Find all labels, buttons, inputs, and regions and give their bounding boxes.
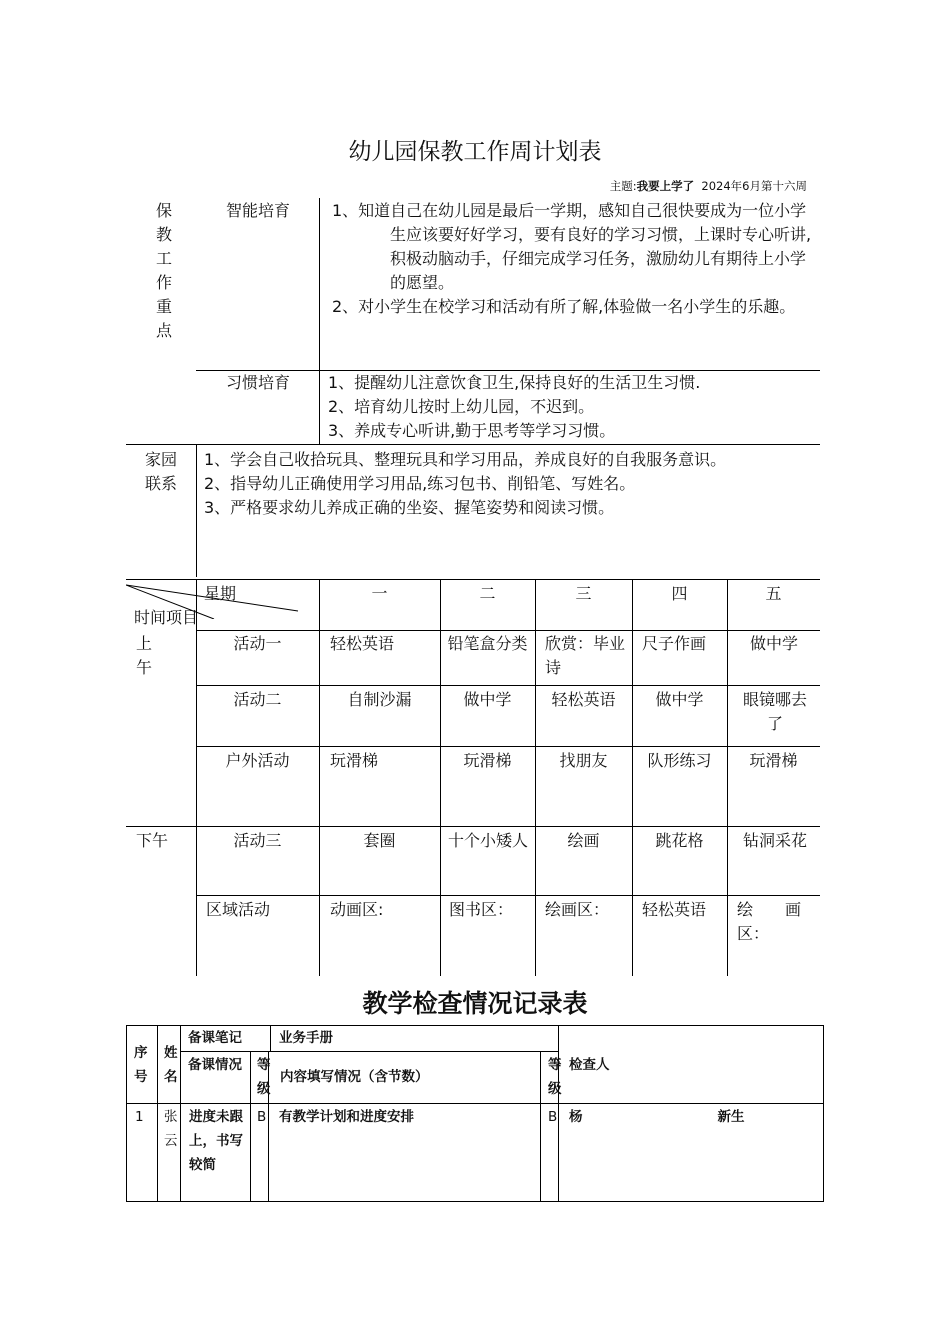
intel-items [332, 199, 814, 319]
habit-item-1: 1、提醒幼儿注意饮食卫生,保持良好的生活卫生习惯. [328, 373, 701, 392]
cell: 眼镜哪去了 [742, 690, 807, 733]
home-item-1: 1、学会自己收拾玩具、整理玩具和学习用品，养成良好的自我服务意识。 [204, 450, 727, 469]
header-prep: 备课笔记 [188, 1030, 242, 1046]
row-name-activity3: 活动三 [233, 831, 282, 850]
cell: 欣赏：毕业诗 [545, 634, 626, 677]
date: 2024年6月第十六周 [701, 179, 807, 193]
row-name-outdoor: 户外活动 [225, 751, 290, 770]
habit-item-2: 2、培育幼儿按时上幼儿园，不迟到。 [328, 397, 595, 416]
cell: 轻松英语 [642, 900, 707, 919]
plan-title: 幼儿园保教工作周计划表 [348, 139, 602, 165]
row-name-activity2: 活动二 [233, 690, 282, 709]
cell: 十个小矮人 [448, 831, 529, 850]
day-4: 四 [671, 584, 688, 603]
cell: 队形练习 [647, 751, 712, 770]
cell: 跳花格 [655, 831, 704, 850]
focus-label: 保 教 工 作 重 点 [155, 201, 172, 340]
intel-item-2: 2、对小学生在校学习和活动有所了解,体验做一名小学生的乐趣。 [332, 297, 796, 316]
cell: 动画区: [330, 900, 384, 919]
home-items [204, 448, 816, 520]
row-no: 1 [135, 1109, 144, 1125]
intel-label: 智能培育 [225, 201, 290, 220]
corner-time-item: 时间项目 [134, 608, 199, 627]
cell: 绘画区： [545, 900, 610, 919]
header-name: 姓名 [164, 1045, 178, 1085]
habit-item-3: 3、养成专心听讲,勤于思考等学习习惯。 [328, 421, 616, 440]
row-name-activity1: 活动一 [233, 634, 282, 653]
cell: 铅笔盒分类 [447, 634, 528, 653]
row-name: 张云 [164, 1109, 178, 1149]
cell: 套圈 [363, 831, 396, 850]
cell: 绘画 [567, 831, 600, 850]
day-1: 一 [371, 584, 388, 603]
header-prep-status: 备课情况 [188, 1057, 242, 1073]
row-grade1: B [257, 1109, 267, 1125]
cell: 做中学 [463, 690, 512, 709]
pm-label: 下午 [136, 831, 169, 850]
day-2: 二 [479, 584, 496, 603]
am-label: 上午 [136, 634, 153, 677]
row-content: 有教学计划和进度安排 [279, 1109, 414, 1125]
intel-item-1: 1、知道自己在幼儿园是最后一学期，感知自己很快要成为一位小学生应该要好好学习，要有良好的学习习惯，上课时专心听讲,积极动脑动手，仔细完成学习任务，激励幼儿有期待上小学的愿望。 [332, 201, 812, 292]
cell: 玩滑梯 [463, 751, 512, 770]
header-manual: 业务手册 [279, 1030, 333, 1046]
cell: 绘 画区： [737, 900, 802, 943]
day-5: 五 [765, 584, 782, 603]
corner-weekday: 星期 [204, 584, 237, 603]
row-prep-status: 进度未跟上，书写较简 [189, 1109, 243, 1173]
header-no: 序号 [134, 1045, 148, 1085]
check-title: 教学检查情况记录表 [362, 989, 588, 1018]
cell: 玩滑梯 [749, 751, 798, 770]
row-name-area: 区域活动 [206, 900, 271, 919]
cell: 轻松英语 [551, 690, 616, 709]
cell: 玩滑梯 [330, 751, 379, 770]
subtitle-label: 主题: [609, 179, 637, 193]
cell: 尺子作画 [642, 634, 707, 653]
theme: 我要上学了 [636, 179, 695, 193]
home-item-3: 3、严格要求幼儿养成正确的坐姿、握笔姿势和阅读习惯。 [204, 498, 615, 517]
cell: 做中学 [749, 634, 798, 653]
plan-subtitle [610, 178, 807, 194]
row-inspector: 杨 新生 [569, 1109, 745, 1125]
day-3: 三 [575, 584, 592, 603]
header-grade2: 等级 [548, 1057, 562, 1097]
cell: 做中学 [655, 690, 704, 709]
cell: 自制沙漏 [347, 690, 412, 709]
habit-label: 习惯培育 [225, 373, 290, 392]
cell: 图书区： [449, 900, 514, 919]
header-content: 内容填写情况（含节数） [280, 1069, 429, 1085]
home-item-2: 2、指导幼儿正确使用学习用品,练习包书、削铅笔、写姓名。 [204, 474, 636, 493]
cell: 轻松英语 [330, 634, 395, 653]
home-label: 家园 联系 [144, 450, 177, 493]
cell: 找朋友 [559, 751, 608, 770]
header-grade1: 等级 [257, 1057, 271, 1097]
header-inspector: 检查人 [569, 1057, 610, 1073]
row-grade2: B [548, 1109, 558, 1125]
habit-items [328, 371, 818, 443]
cell: 钻洞采花 [742, 831, 807, 850]
